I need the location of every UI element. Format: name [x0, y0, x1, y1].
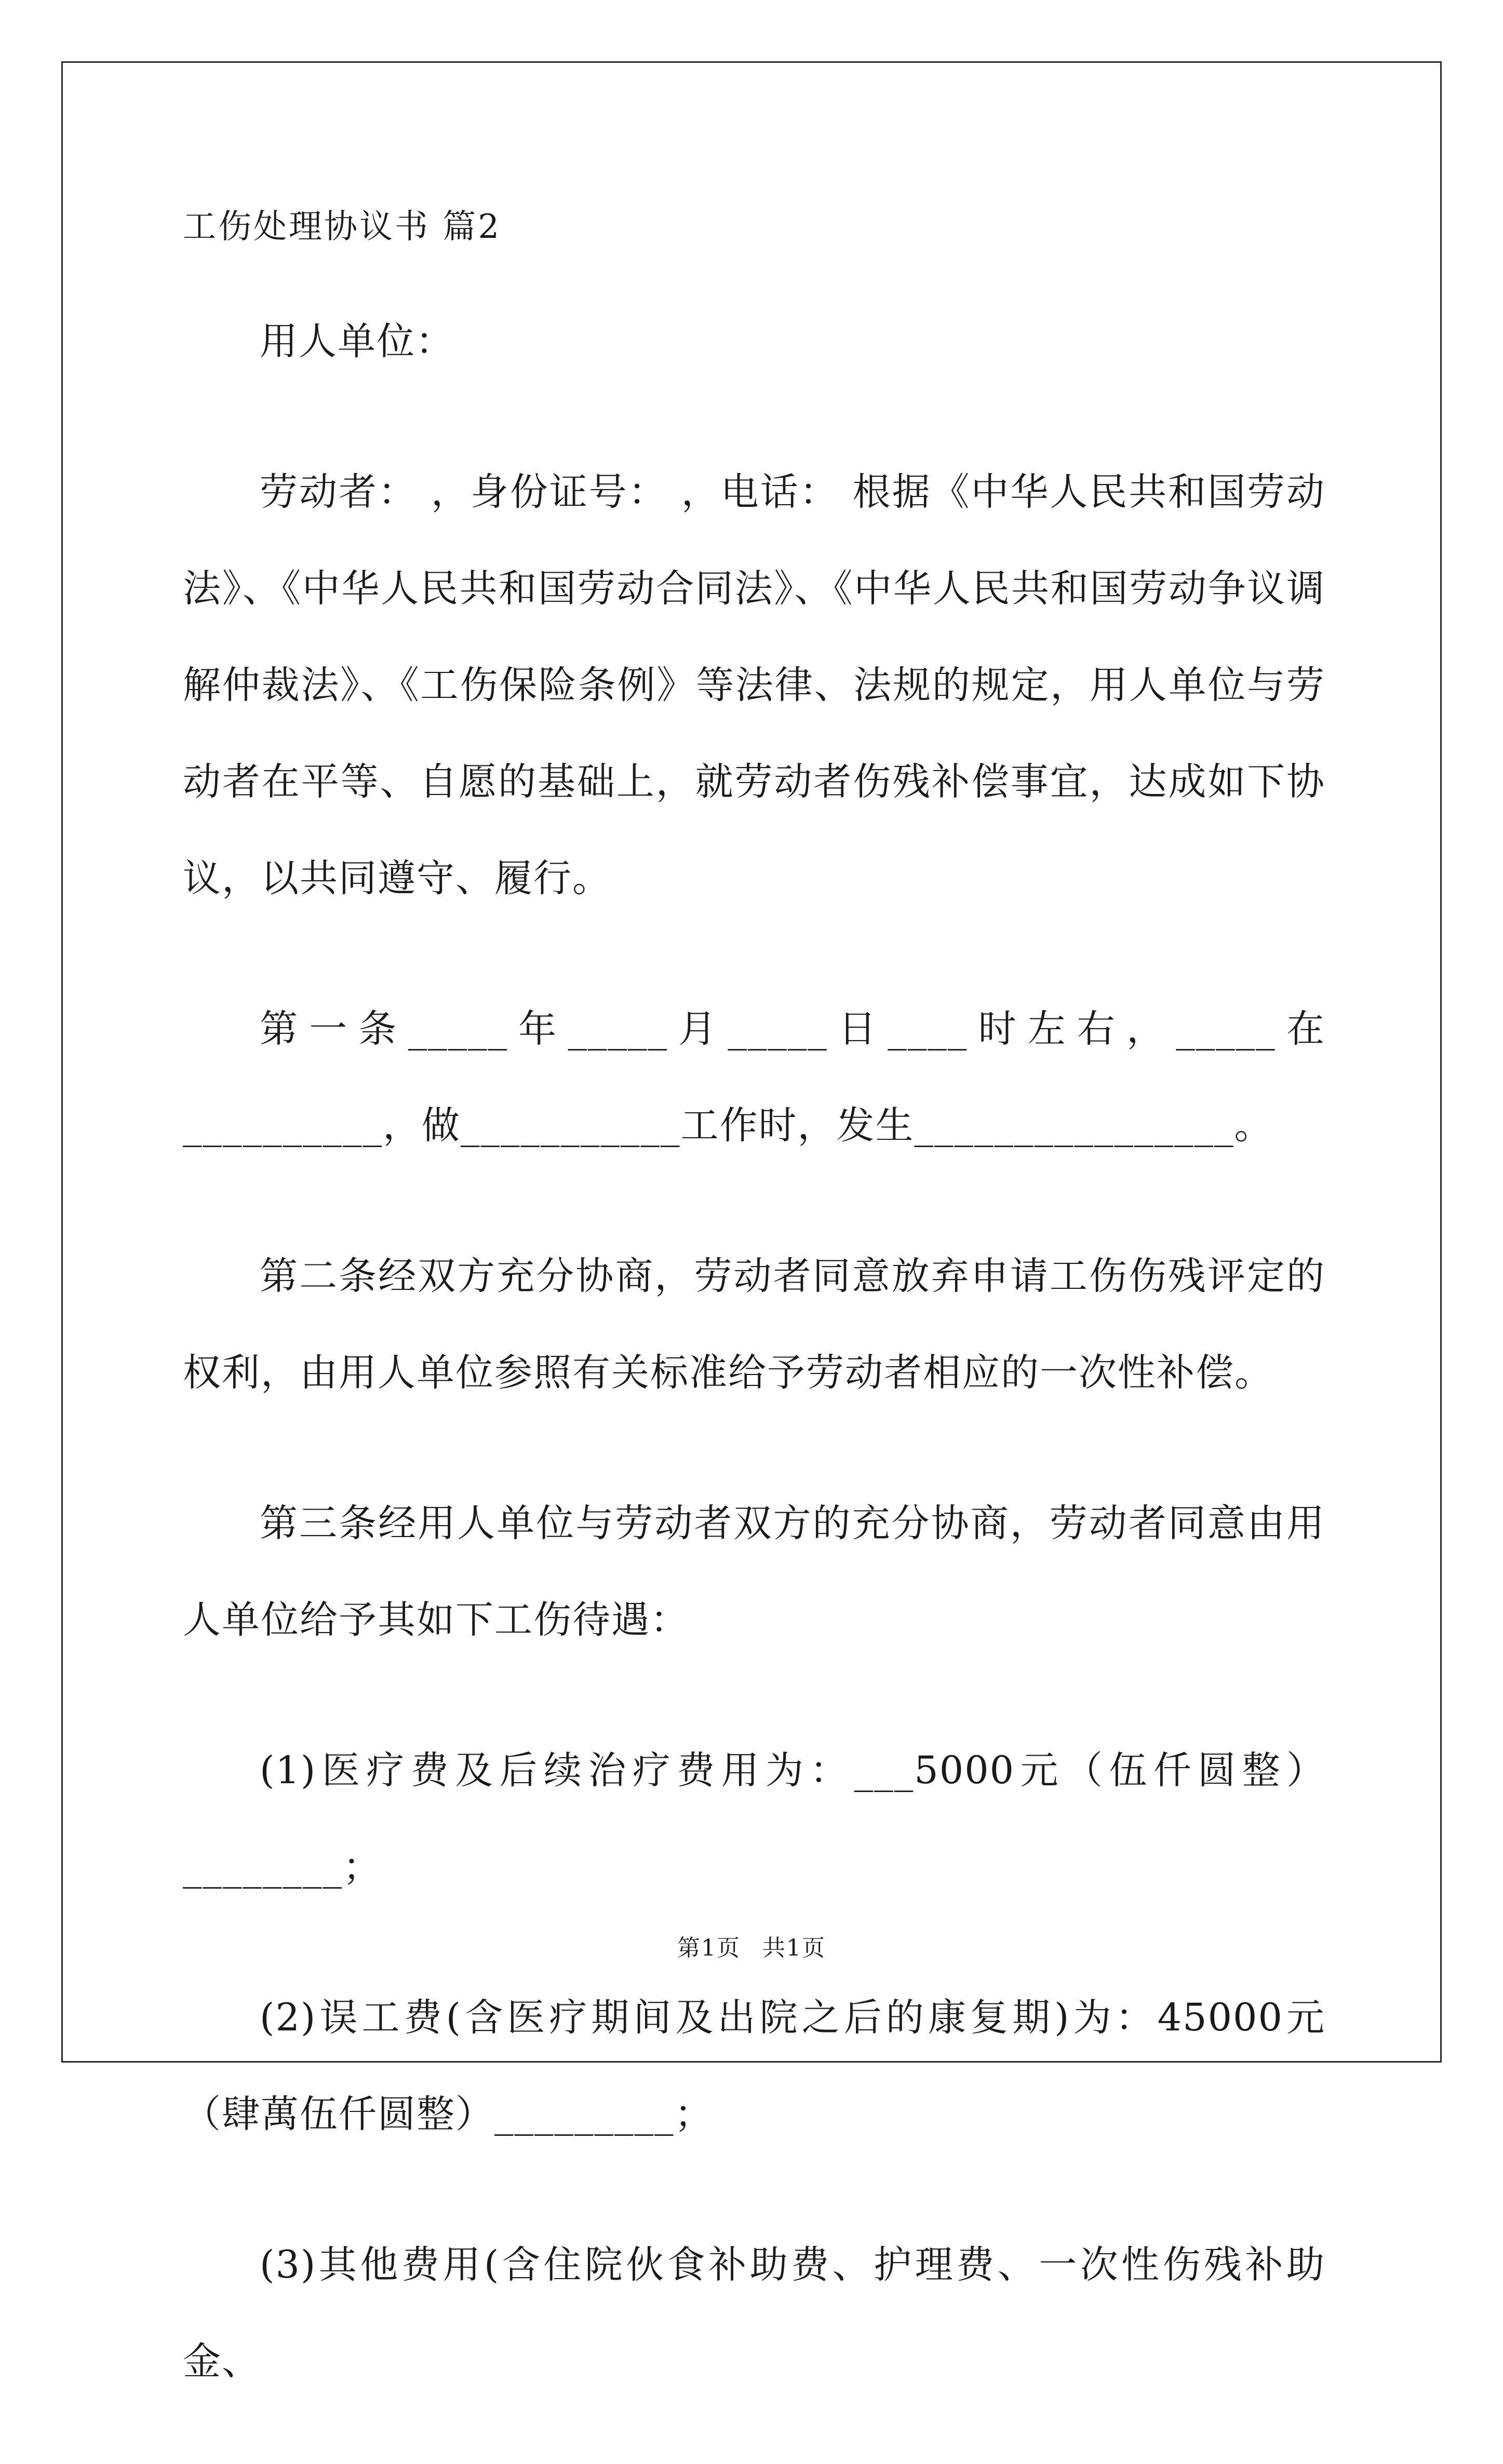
page-footer — [0, 1937, 1503, 1960]
paragraph-article-3: 第三条经用人单位与劳动者双方的充分协商，劳动者同意由用人单位给予其如下工伤待遇： — [183, 1501, 1325, 1642]
document-title: 工伤处理协议书 篇2 — [183, 208, 502, 246]
document-body — [183, 293, 1325, 2464]
paragraph-employer: 用人单位： — [260, 319, 454, 363]
paragraph-article-2: 第二条经双方充分协商，劳动者同意放弃申请工伤伤残评定的权利，由用人单位参照有关标准给予劳动者相应的一次性补偿。 — [183, 1254, 1325, 1395]
page-number-total: 共1页 — [762, 1935, 826, 1961]
paragraph-laborer-preamble: 劳动者： ，身份证号： ，电话： 根据《中华人民共和国劳动法》、《中华人民共和国劳动合同法》、《中华人民共和国劳动争议调解仲裁法》、《工伤保险条例》等法律、法规的规定，用人单位与劳动者在平等、自愿的基础上，就劳动者伤残补偿事宜，达成如下协议，以共同遵守、履行。 — [183, 470, 1325, 900]
paragraph-item-1: (1)医疗费及后续治疗费用为：___5000元（伍仟圆整）________； — [183, 1748, 1325, 1889]
paragraph-article-1: 第一条_____年_____月_____日____时左右，_____在__________，做___________工作时，发生________________。 — [183, 1007, 1325, 1148]
page-number-current: 第1页 — [677, 1935, 741, 1961]
paragraph-item-3: (3)其他费用(含住院伙食补助费、护理费、一次性伤残补助金、 — [183, 2243, 1325, 2384]
paragraph-item-2: (2)误工费(含医疗期间及出院之后的康复期)为：45000元（肆萬伍仟圆整）_________； — [183, 1996, 1325, 2136]
